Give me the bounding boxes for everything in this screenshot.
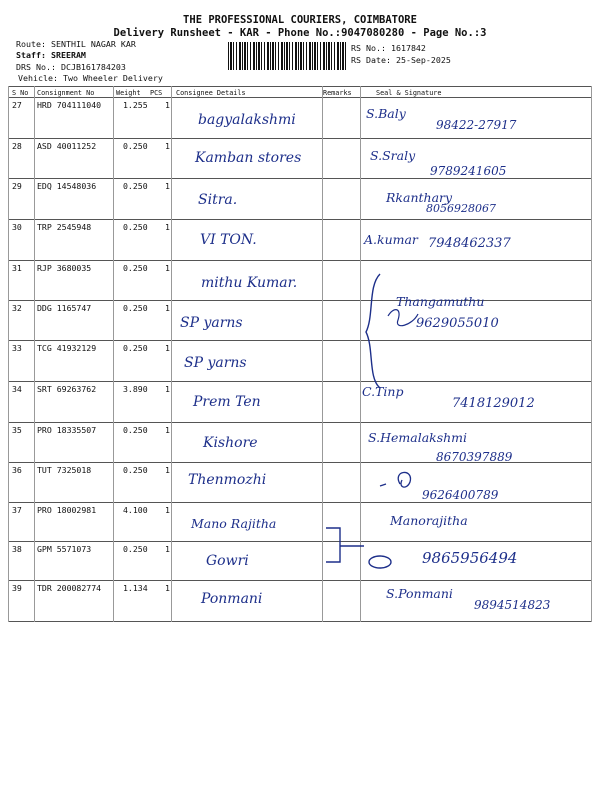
row-39-consignment: TDR 200082774: [37, 583, 102, 593]
row-32-phone: 9629055010: [416, 316, 499, 331]
row-27-weight: 1.255: [123, 100, 148, 110]
row-34-sno: 34: [12, 384, 22, 394]
row-33-consignment: TCG 41932129: [37, 343, 97, 353]
row-34-consignee: Prem Ten: [193, 394, 261, 410]
row-28-signature: S.Sraly: [370, 148, 416, 163]
staff-label: Staff: SREERAM: [16, 50, 86, 60]
row-28-consignment: ASD 40011252: [37, 141, 97, 151]
row-35-weight: 0.250: [123, 425, 148, 435]
row-29-consignee: Sitra.: [198, 192, 238, 208]
row-27-sno: 27: [12, 100, 22, 110]
row-38-phone: 9865956494: [422, 549, 518, 567]
row-32-pcs: 1: [165, 303, 170, 313]
row-39-signature: S.Ponmani: [386, 586, 453, 601]
row-36-pcs: 1: [165, 465, 170, 475]
row-39-phone: 9894514823: [474, 598, 551, 612]
row-35-consignee: Kishore: [203, 435, 258, 451]
row-28-weight: 0.250: [123, 141, 148, 151]
row-36-sno: 36: [12, 465, 22, 475]
row-37-pcs: 1: [165, 505, 170, 515]
row-28-sno: 28: [12, 141, 22, 151]
row-29-weight: 0.250: [123, 181, 148, 191]
row-32-weight: 0.250: [123, 303, 148, 313]
drs-number: DRS No.: DCJB161784203: [16, 62, 126, 72]
row-33-sno: 33: [12, 343, 22, 353]
row-31-consignee: mithu Kumar.: [201, 275, 298, 291]
row-27-signature: S.Baly: [366, 106, 406, 121]
row-37-weight: 4.100: [123, 505, 148, 515]
row-37-signature: Manorajitha: [390, 513, 468, 528]
col-sno: S No: [12, 89, 29, 97]
row-30-pcs: 1: [165, 222, 170, 232]
row-33-pcs: 1: [165, 343, 170, 353]
row-37-consignee: Mano Rajitha: [191, 516, 277, 531]
row-35-consignment: PRO 18335507: [37, 425, 97, 435]
row-36-consignment: TUT 7325018: [37, 465, 92, 475]
row-27-consignee: bagyalakshmi: [198, 112, 296, 128]
row-39-pcs: 1: [165, 583, 170, 593]
row-35-phone: 8670397889: [436, 450, 513, 464]
row-27-pcs: 1: [165, 100, 170, 110]
row-32-signature: Thangamuthu: [396, 294, 485, 309]
rs-date: RS Date: 25-Sep-2025: [351, 55, 451, 65]
col-remarks: Remarks: [323, 89, 352, 97]
row-28-consignee: Kamban stores: [195, 150, 302, 166]
row-31-pcs: 1: [165, 263, 170, 273]
barcode: [228, 42, 346, 70]
row-32-consignment: DDG 1165747: [37, 303, 92, 313]
row-34-pcs: 1: [165, 384, 170, 394]
row-30-weight: 0.250: [123, 222, 148, 232]
row-38-consignment: GPM 5571073: [37, 544, 92, 554]
company-title: THE PROFESSIONAL COURIERS, COIMBATORE: [183, 14, 417, 26]
row-36-phone: 9626400789: [422, 488, 499, 502]
row-36-consignee: Thenmozhi: [188, 472, 267, 488]
col-signature: Seal & Signature: [376, 89, 442, 97]
row-36-weight: 0.250: [123, 465, 148, 475]
runsheet-subtitle: Delivery Runsheet - KAR - Phone No.:9047080280 - Page No.:3: [113, 27, 487, 39]
row-35-pcs: 1: [165, 425, 170, 435]
row-35-signature: S.Hemalakshmi: [368, 430, 468, 445]
row-33-weight: 0.250: [123, 343, 148, 353]
row-38-sno: 38: [12, 544, 22, 554]
row-34-signature: C.Tinp: [362, 384, 404, 399]
row-29-phone: 8056928067: [426, 202, 496, 215]
row-39-sno: 39: [12, 583, 22, 593]
row-30-signature: A.kumar: [364, 232, 418, 247]
col-consignment: Consignment No: [37, 89, 95, 97]
row-38-pcs: 1: [165, 544, 170, 554]
row-34-weight: 3.890: [123, 384, 148, 394]
row-31-consignment: RJP 3680035: [37, 263, 92, 273]
row-30-sno: 30: [12, 222, 22, 232]
rs-number: RS No.: 1617842: [351, 43, 426, 53]
row-30-phone: 7948462337: [428, 236, 511, 251]
row-35-sno: 35: [12, 425, 22, 435]
row-28-pcs: 1: [165, 141, 170, 151]
row-30-consignment: TRP 2545948: [37, 222, 92, 232]
row-37-consignment: PRO 18002981: [37, 505, 97, 515]
row-39-consignee: Ponmani: [201, 591, 263, 607]
col-pcs: PCS: [150, 89, 163, 97]
row-30-consignee: VI TON.: [200, 232, 257, 248]
row-38-consignee: Gowri: [206, 553, 249, 569]
row-27-consignment: HRD 704111040: [37, 100, 102, 110]
row-39-weight: 1.134: [123, 583, 148, 593]
row-29-sno: 29: [12, 181, 22, 191]
row-29-signature: Rkanthary: [386, 190, 453, 205]
row-33-consignee: SP yarns: [184, 355, 247, 371]
row-38-weight: 0.250: [123, 544, 148, 554]
runsheet-table: [8, 86, 592, 622]
row-31-weight: 0.250: [123, 263, 148, 273]
row-31-sno: 31: [12, 263, 22, 273]
vehicle-label: Vehicle: Two Wheeler Delivery: [18, 73, 163, 83]
row-32-sno: 32: [12, 303, 22, 313]
row-34-phone: 7418129012: [452, 396, 535, 411]
col-consignee: Consignee Details: [176, 89, 246, 97]
row-28-phone: 9789241605: [430, 164, 507, 178]
row-37-sno: 37: [12, 505, 22, 515]
route-label: Route: SENTHIL NAGAR KAR: [16, 39, 136, 49]
row-32-consignee: SP yarns: [180, 315, 243, 331]
row-29-pcs: 1: [165, 181, 170, 191]
col-weight: Weight: [116, 89, 141, 97]
row-29-consignment: EDQ 14548036: [37, 181, 97, 191]
row-27-phone: 98422-27917: [436, 118, 517, 132]
row-34-consignment: SRT 69263762: [37, 384, 97, 394]
